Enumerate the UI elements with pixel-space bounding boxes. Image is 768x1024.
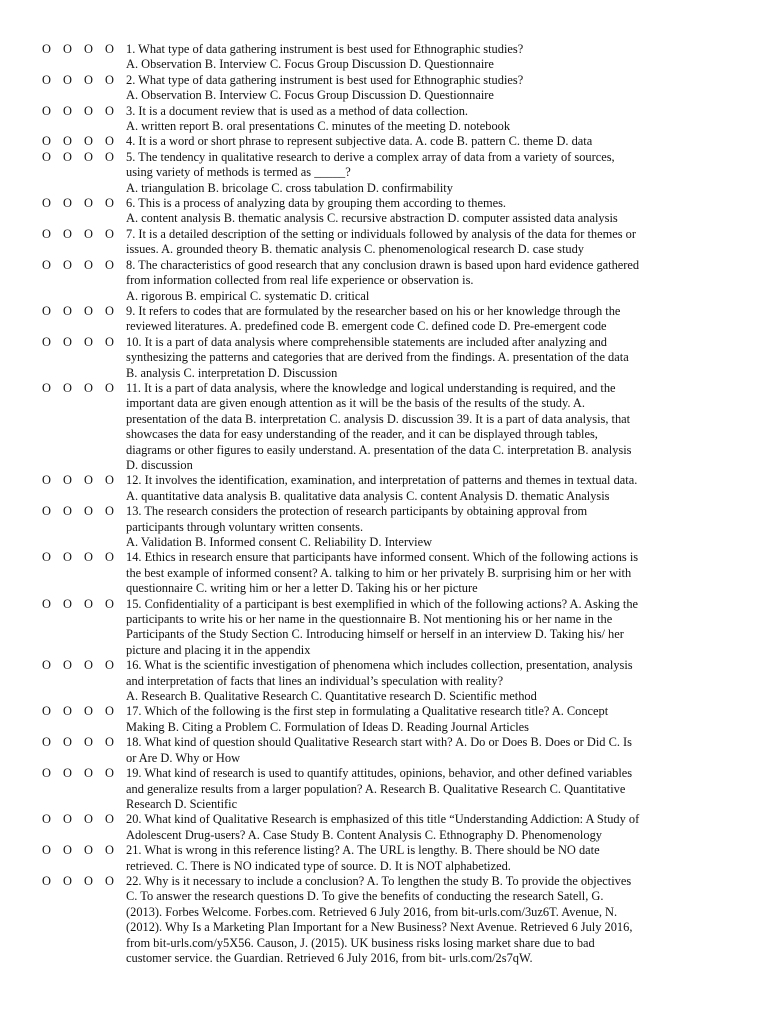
answer-bubble-a[interactable]: O bbox=[42, 42, 51, 56]
question-line: and generalize results from a larger population? A. Research B. Qualitative Research C. Quantitative bbox=[126, 781, 626, 796]
question-line: C. To answer the research questions D. To give the benefits of conducting the research Satell, G. bbox=[126, 889, 604, 904]
answer-bubbles bbox=[42, 73, 126, 88]
answer-bubbles bbox=[42, 304, 126, 319]
answer-bubbles bbox=[42, 550, 126, 565]
answer-bubble-a[interactable]: O bbox=[42, 149, 51, 164]
question-line: retrieved. C. There is NO indicated type of source. D. It is NOT alphabetized. bbox=[126, 858, 511, 873]
question-line: presentation of the data B. interpretation C. analysis D. discussion 39. It is a part of data analysis, that bbox=[126, 411, 631, 426]
answer-bubble-b[interactable]: O bbox=[63, 149, 72, 164]
answer-bubble-a[interactable]: O bbox=[42, 257, 51, 272]
answer-bubbles bbox=[42, 812, 126, 827]
question-text bbox=[126, 735, 738, 766]
question-text bbox=[126, 335, 738, 381]
question-row-11 bbox=[42, 381, 738, 473]
question-line: 1. What type of data gathering instrument is best used for Ethnographic studies? bbox=[126, 42, 524, 56]
answer-bubble-a[interactable]: O bbox=[42, 504, 51, 519]
question-line: diagrams or other figures to easily understand. A. presentation of the data C. interpretation B. analysis bbox=[126, 442, 632, 457]
answer-bubble-d[interactable]: O bbox=[105, 72, 114, 87]
question-row-21 bbox=[42, 843, 738, 874]
answer-bubbles bbox=[42, 658, 126, 673]
question-row-19 bbox=[42, 766, 738, 812]
question-row-5 bbox=[42, 150, 738, 196]
question-text bbox=[126, 473, 738, 504]
question-text bbox=[126, 381, 738, 473]
answer-bubble-b[interactable]: O bbox=[63, 704, 72, 719]
question-line: the best example of informed consent? A. talking to him or her privately B. surprising him or her with bbox=[126, 565, 632, 580]
answer-bubble-a[interactable]: O bbox=[42, 380, 51, 395]
question-line: 16. What is the scientific investigation of phenomena which includes collection, presentation, analysis bbox=[126, 658, 633, 673]
answer-bubble-a[interactable]: O bbox=[42, 658, 51, 673]
question-line: A. written report B. oral presentations C. minutes of the meeting D. notebook bbox=[126, 119, 511, 134]
answer-bubble-d[interactable]: O bbox=[105, 380, 114, 395]
question-row-8 bbox=[42, 258, 738, 304]
answer-bubble-c[interactable]: O bbox=[84, 149, 93, 164]
answer-bubbles bbox=[42, 504, 126, 519]
answer-bubbles bbox=[42, 258, 126, 273]
answer-bubble-d[interactable]: O bbox=[105, 103, 114, 118]
answer-bubble-d[interactable]: O bbox=[105, 134, 114, 149]
question-line: 15. Confidentiality of a participant is best exemplified in which of the following actions? A. Asking the bbox=[126, 596, 639, 611]
answer-bubble-c[interactable]: O bbox=[84, 226, 93, 241]
question-line: 7. It is a detailed description of the setting or individuals followed by analysis of the data for themes or bbox=[126, 226, 636, 241]
question-line: 10. It is a part of data analysis where comprehensible statements are included after analyzing and bbox=[126, 334, 607, 349]
answer-bubble-d[interactable]: O bbox=[105, 596, 114, 611]
answer-bubble-d[interactable]: O bbox=[105, 303, 114, 318]
question-text bbox=[126, 196, 738, 227]
answer-bubble-d[interactable]: O bbox=[105, 735, 114, 750]
answer-bubble-a[interactable]: O bbox=[42, 72, 51, 87]
question-line: A. Validation B. Informed consent C. Reliability D. Interview bbox=[126, 535, 433, 549]
answer-bubble-b[interactable]: O bbox=[63, 134, 72, 149]
question-line: A. Research B. Qualitative Research C. Quantitative research D. Scientific method bbox=[126, 689, 537, 704]
question-row-18 bbox=[42, 735, 738, 766]
question-text bbox=[126, 134, 738, 149]
answer-bubble-d[interactable]: O bbox=[105, 873, 114, 888]
answer-bubbles bbox=[42, 134, 126, 149]
answer-bubble-c[interactable]: O bbox=[84, 812, 93, 827]
answer-bubbles bbox=[42, 843, 126, 858]
answer-bubble-d[interactable]: O bbox=[105, 42, 114, 56]
question-line: 2. What type of data gathering instrument is best used for Ethnographic studies? bbox=[126, 72, 524, 87]
question-line: 9. It refers to codes that are formulated by the researcher based on his or her knowledge through the bbox=[126, 303, 621, 318]
answer-bubble-a[interactable]: O bbox=[42, 873, 51, 888]
question-line: A. Observation B. Interview C. Focus Group Discussion D. Questionnaire bbox=[126, 88, 494, 103]
question-line: 6. This is a process of analyzing data by grouping them according to themes. bbox=[126, 196, 507, 211]
question-line: 4. It is a word or short phrase to represent subjective data. A. code B. pattern C. theme D. data bbox=[126, 134, 593, 149]
answer-bubble-c[interactable]: O bbox=[84, 303, 93, 318]
question-line: important data are given enough attention as it will be the basis of the results of the study. A. bbox=[126, 396, 585, 411]
answer-bubble-a[interactable]: O bbox=[42, 812, 51, 827]
answer-bubble-c[interactable]: O bbox=[84, 196, 93, 211]
answer-bubble-b[interactable]: O bbox=[63, 103, 72, 118]
answer-bubble-b[interactable]: O bbox=[63, 766, 72, 781]
answer-bubble-b[interactable]: O bbox=[63, 596, 72, 611]
answer-bubbles bbox=[42, 196, 126, 211]
question-text bbox=[126, 550, 738, 596]
question-line: participants to write his or her name in the questionnaire B. Not mentioning his or her name in the bbox=[126, 612, 613, 627]
question-line: 17. Which of the following is the first step in formulating a Qualitative research title? A. Concept bbox=[126, 704, 609, 719]
answer-bubbles bbox=[42, 597, 126, 612]
question-line: (2012). Why Is a Marketing Plan Important for a New Business? Next Avenue. Retrieved 6 July 2016, bbox=[126, 920, 633, 935]
question-line: D. discussion bbox=[126, 457, 193, 472]
question-text bbox=[126, 150, 738, 196]
answer-bubble-a[interactable]: O bbox=[42, 473, 51, 488]
question-line: A. rigorous B. empirical C. systematic D. critical bbox=[126, 288, 370, 303]
answer-bubbles bbox=[42, 735, 126, 750]
answer-bubble-a[interactable]: O bbox=[42, 735, 51, 750]
answer-bubble-b[interactable]: O bbox=[63, 735, 72, 750]
question-line: 22. Why is it necessary to include a conclusion? A. To lengthen the study B. To provide the objectives bbox=[126, 873, 632, 888]
answer-bubble-c[interactable]: O bbox=[84, 473, 93, 488]
answer-bubble-c[interactable]: O bbox=[84, 380, 93, 395]
answer-bubble-b[interactable]: O bbox=[63, 550, 72, 565]
question-text bbox=[126, 73, 738, 104]
answer-bubble-b[interactable]: O bbox=[63, 334, 72, 349]
answer-bubble-d[interactable]: O bbox=[105, 473, 114, 488]
question-line: 3. It is a document review that is used as a method of data collection. bbox=[126, 103, 469, 118]
question-text bbox=[126, 104, 738, 135]
question-line: using variety of methods is termed as _____? bbox=[126, 165, 351, 180]
answer-bubble-c[interactable]: O bbox=[84, 504, 93, 519]
question-line: A. quantitative data analysis B. qualitative data analysis C. content Analysis D. thematic Analysis bbox=[126, 488, 610, 503]
answer-bubble-b[interactable]: O bbox=[63, 42, 72, 56]
question-text bbox=[126, 704, 738, 735]
answer-bubble-b[interactable]: O bbox=[63, 658, 72, 673]
question-line: 13. The research considers the protection of research participants by obtaining approval from bbox=[126, 504, 588, 519]
answer-bubbles bbox=[42, 150, 126, 165]
question-line: 20. What kind of Qualitative Research is emphasized of this title “Understanding Addiction: A Study of bbox=[126, 812, 640, 827]
question-line: A. content analysis B. thematic analysis C. recursive abstraction D. computer assisted data analysis bbox=[126, 211, 618, 226]
answer-bubble-c[interactable]: O bbox=[84, 72, 93, 87]
answer-bubble-a[interactable]: O bbox=[42, 843, 51, 858]
question-line: participants through voluntary written consents. bbox=[126, 519, 364, 534]
answer-bubble-b[interactable]: O bbox=[63, 257, 72, 272]
question-row-15 bbox=[42, 597, 738, 659]
answer-bubble-a[interactable]: O bbox=[42, 550, 51, 565]
question-row-2 bbox=[42, 73, 738, 104]
answer-bubble-c[interactable]: O bbox=[84, 658, 93, 673]
answer-bubble-c[interactable]: O bbox=[84, 873, 93, 888]
answer-bubble-a[interactable]: O bbox=[42, 766, 51, 781]
answer-bubble-d[interactable]: O bbox=[105, 334, 114, 349]
question-line: Adolescent Drug-users? A. Case Study B. Content Analysis C. Ethnography D. Phenomenology bbox=[126, 827, 602, 842]
answer-bubble-d[interactable]: O bbox=[105, 504, 114, 519]
answer-bubble-b[interactable]: O bbox=[63, 196, 72, 211]
question-row-13 bbox=[42, 504, 738, 550]
answer-bubble-c[interactable]: O bbox=[84, 596, 93, 611]
question-line: 14. Ethics in research ensure that participants have informed consent. Which of the following actions is bbox=[126, 550, 639, 565]
answer-bubble-d[interactable]: O bbox=[105, 658, 114, 673]
answer-bubble-d[interactable]: O bbox=[105, 226, 114, 241]
answer-bubble-c[interactable]: O bbox=[84, 42, 93, 56]
question-text bbox=[126, 812, 738, 843]
answer-bubble-b[interactable]: O bbox=[63, 843, 72, 858]
question-text bbox=[126, 227, 738, 258]
question-row-17 bbox=[42, 704, 738, 735]
answer-bubble-c[interactable]: O bbox=[84, 550, 93, 565]
answer-bubbles bbox=[42, 704, 126, 719]
question-line: questionnaire C. writing him or her a letter D. Taking his or her picture bbox=[126, 581, 478, 596]
answer-bubble-a[interactable]: O bbox=[42, 334, 51, 349]
question-line: 12. It involves the identification, examination, and interpretation of patterns and themes in textual data. bbox=[126, 473, 638, 488]
answer-bubble-b[interactable]: O bbox=[63, 303, 72, 318]
question-line: reviewed literatures. A. predefined code B. emergent code C. defined code D. Pre-emergent code bbox=[126, 319, 607, 334]
question-line: showcases the data for easy understanding of the reader, and it can be displayed through tables, bbox=[126, 427, 598, 442]
answer-bubble-c[interactable]: O bbox=[84, 134, 93, 149]
answer-bubble-a[interactable]: O bbox=[42, 134, 51, 149]
question-line: Participants of the Study Section C. Introducing himself or herself in an interview D. Taking his/ her bbox=[126, 627, 624, 642]
question-row-14 bbox=[42, 550, 738, 596]
question-row-7 bbox=[42, 227, 738, 258]
answer-bubble-b[interactable]: O bbox=[63, 812, 72, 827]
question-row-3 bbox=[42, 104, 738, 135]
answer-bubble-b[interactable]: O bbox=[63, 226, 72, 241]
answer-bubble-d[interactable]: O bbox=[105, 766, 114, 781]
answer-bubble-c[interactable]: O bbox=[84, 257, 93, 272]
question-row-16 bbox=[42, 658, 738, 704]
answer-bubbles bbox=[42, 227, 126, 242]
answer-bubble-b[interactable]: O bbox=[63, 504, 72, 519]
question-line: from bit-urls.com/y5X56. Causon, J. (2015). UK business risks losing market share due to bad bbox=[126, 935, 595, 950]
question-line: picture and placing it in the appendix bbox=[126, 642, 311, 657]
answer-bubbles bbox=[42, 335, 126, 350]
question-line: Making B. Citing a Problem C. Formulation of Ideas D. Reading Journal Articles bbox=[126, 719, 529, 734]
question-row-10 bbox=[42, 335, 738, 381]
answer-bubbles bbox=[42, 766, 126, 781]
answer-bubble-b[interactable]: O bbox=[63, 72, 72, 87]
question-text bbox=[126, 597, 738, 659]
question-row-6 bbox=[42, 196, 738, 227]
question-line: A. Observation B. Interview C. Focus Group Discussion D. Questionnaire bbox=[126, 57, 494, 72]
question-line: A. triangulation B. bricolage C. cross tabulation D. confirmability bbox=[126, 180, 453, 195]
question-row-1 bbox=[42, 42, 738, 73]
question-line: 21. What is wrong in this reference listing? A. The URL is lengthy. B. There should be NO date bbox=[126, 843, 600, 858]
question-line: 18. What kind of question should Qualitative Research start with? A. Do or Does B. Does or Did C. Is bbox=[126, 735, 632, 750]
answer-bubble-c[interactable]: O bbox=[84, 103, 93, 118]
answer-bubble-b[interactable]: O bbox=[63, 380, 72, 395]
question-row-4 bbox=[42, 134, 738, 149]
answer-bubble-a[interactable]: O bbox=[42, 704, 51, 719]
question-text bbox=[126, 874, 738, 966]
answer-bubbles bbox=[42, 874, 126, 889]
answer-bubbles bbox=[42, 473, 126, 488]
answer-bubble-d[interactable]: O bbox=[105, 550, 114, 565]
question-text bbox=[126, 42, 738, 73]
question-line: customer service. the Guardian. Retrieved 6 July 2016, from bit- urls.com/2s7qW. bbox=[126, 950, 533, 965]
question-text bbox=[126, 766, 738, 812]
question-text bbox=[126, 304, 738, 335]
question-line: 11. It is a part of data analysis, where the knowledge and logical understanding is required, and the bbox=[126, 380, 616, 395]
question-line: and interpretation of facts that lines an individual’s speculation with reality? bbox=[126, 673, 504, 688]
question-line: B. analysis C. interpretation D. Discussion bbox=[126, 365, 338, 380]
answer-bubble-c[interactable]: O bbox=[84, 704, 93, 719]
answer-bubble-d[interactable]: O bbox=[105, 257, 114, 272]
answer-bubble-d[interactable]: O bbox=[105, 843, 114, 858]
question-line: 8. The characteristics of good research that any conclusion drawn is based upon hard evidence gathered bbox=[126, 257, 640, 272]
answer-bubble-a[interactable]: O bbox=[42, 303, 51, 318]
answer-bubble-c[interactable]: O bbox=[84, 735, 93, 750]
answer-bubble-d[interactable]: O bbox=[105, 149, 114, 164]
question-text bbox=[126, 258, 738, 304]
answer-bubble-d[interactable]: O bbox=[105, 704, 114, 719]
answer-bubble-a[interactable]: O bbox=[42, 103, 51, 118]
question-row-20 bbox=[42, 812, 738, 843]
answer-bubble-c[interactable]: O bbox=[84, 766, 93, 781]
answer-bubble-d[interactable]: O bbox=[105, 196, 114, 211]
answer-bubbles bbox=[42, 381, 126, 396]
answer-bubble-d[interactable]: O bbox=[105, 812, 114, 827]
answer-bubble-c[interactable]: O bbox=[84, 843, 93, 858]
question-line: from information collected from real life experience or observation is. bbox=[126, 273, 474, 288]
answer-bubble-c[interactable]: O bbox=[84, 334, 93, 349]
answer-bubble-b[interactable]: O bbox=[63, 473, 72, 488]
question-text bbox=[126, 843, 738, 874]
question-line: 19. What kind of research is used to quantify attitudes, opinions, behavior, and other defined variables bbox=[126, 766, 633, 781]
question-text bbox=[126, 504, 738, 550]
question-line: issues. A. grounded theory B. thematic analysis C. phenomenological research D. case study bbox=[126, 242, 584, 257]
question-row-9 bbox=[42, 304, 738, 335]
answer-bubble-b[interactable]: O bbox=[63, 873, 72, 888]
question-line: synthesizing the patterns and categories that are derived from the findings. A. presentation of the data bbox=[126, 350, 629, 365]
question-line: Research D. Scientific bbox=[126, 796, 238, 811]
question-line: or Are D. Why or How bbox=[126, 750, 241, 765]
answer-bubbles bbox=[42, 42, 126, 57]
question-text bbox=[126, 658, 738, 704]
question-line: 5. The tendency in qualitative research to derive a complex array of data from a variety of sources, bbox=[126, 149, 615, 164]
answer-bubble-a[interactable]: O bbox=[42, 596, 51, 611]
question-line: (2013). Forbes Welcome. Forbes.com. Retrieved 6 July 2016, from bit-urls.com/3uz6T. Avenue, N. bbox=[126, 904, 618, 919]
answer-bubble-a[interactable]: O bbox=[42, 226, 51, 241]
answer-bubble-a[interactable]: O bbox=[42, 196, 51, 211]
answer-bubbles bbox=[42, 104, 126, 119]
question-row-12 bbox=[42, 473, 738, 504]
question-row-22 bbox=[42, 874, 738, 966]
